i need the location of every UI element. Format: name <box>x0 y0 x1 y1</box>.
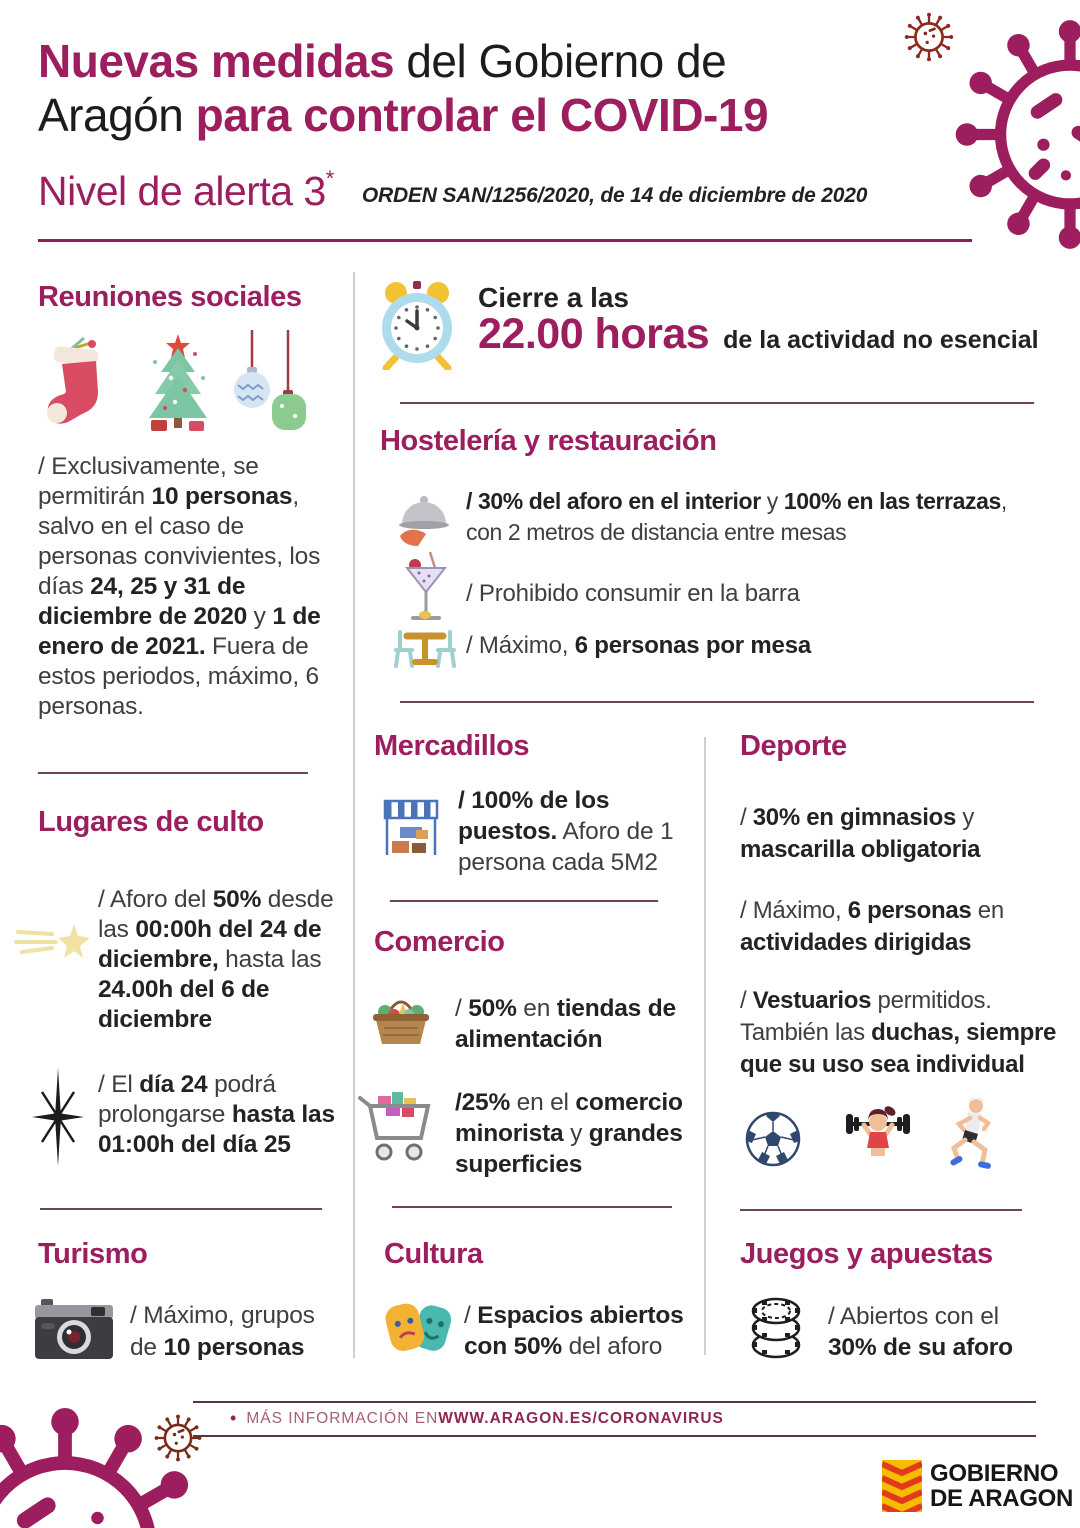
hosteleria-item-2: / Prohibido consumir en la barra <box>466 580 800 607</box>
virus-icon <box>945 12 1080 257</box>
hosteleria-item-3: / Máximo, 6 personas por mesa <box>466 632 811 659</box>
mercadillos-item-1: / 100% de los puestos. Aforo de 1 persona cada 5M2 <box>458 787 674 876</box>
cloche-icon <box>396 490 452 548</box>
divider-deporte <box>740 1209 1022 1211</box>
alert-row <box>38 168 867 215</box>
weightlifter-icon <box>842 1100 914 1174</box>
divider-right-column <box>704 737 706 1355</box>
section-title-reuniones: Reuniones sociales <box>38 281 302 313</box>
alert-level: Nivel de alerta 3* <box>38 166 334 214</box>
divider-reuniones <box>38 772 308 774</box>
juegos-item-1: / Abiertos con el 30% de su aforo <box>828 1303 1013 1361</box>
runner-icon <box>938 1096 998 1174</box>
shopping-cart-icon <box>358 1090 438 1168</box>
camera-icon <box>33 1297 115 1361</box>
comercio-item-1: / 50% en tiendas de alimentación <box>455 995 676 1053</box>
divider-comercio <box>392 1206 672 1208</box>
section-title-turismo: Turismo <box>38 1238 148 1270</box>
order-reference: ORDEN SAN/1256/2020, de 14 de diciembre de 2020 <box>361 184 868 207</box>
footer-url: WWW.ARAGON.ES/CORONAVIRUS <box>438 1409 724 1427</box>
divider-closure <box>400 402 1034 404</box>
alarm-clock-icon <box>372 278 462 370</box>
closure-suffix: de la actividad no esencial <box>723 326 1039 354</box>
deporte-item-2: / Máximo, 6 personas en actividades dirigidas <box>740 897 1004 956</box>
logo-line-2: DE ARAGON <box>930 1485 1074 1512</box>
ornaments-icon <box>232 330 308 432</box>
section-title-juegos: Juegos y apuestas <box>740 1238 993 1270</box>
comercio-item-2: /25% en el comercio minorista y grandes superficies <box>455 1089 683 1178</box>
culto-item-2: / El día 24 podrá prolongarse hasta las 01:00h del día 25 <box>98 1071 335 1158</box>
section-title-hosteleria: Hostelería y restauración <box>380 425 717 457</box>
logo-line-1: GOBIERNO <box>930 1460 1059 1487</box>
divider-hosteleria <box>400 701 1034 703</box>
divider-left-column <box>353 272 355 1358</box>
alert-asterisk: * <box>325 166 334 192</box>
footer-divider-bottom <box>193 1435 1036 1437</box>
table-chairs-icon <box>392 608 458 670</box>
cultura-item-1: / Espacios abiertos con 50% del aforo <box>464 1302 684 1360</box>
title-line-2: Aragón para controlar el COVID-19 <box>38 89 769 141</box>
divider-culto <box>40 1208 322 1210</box>
deporte-item-3: / Vestuarios permitidos. También las duchas, siempre que su uso sea individual <box>740 987 1057 1078</box>
footer-info <box>230 1408 724 1429</box>
footer-info-text: MÁS INFORMACIÓN EN <box>246 1409 439 1427</box>
closure-time: 22.00 horas <box>478 310 710 358</box>
closure-intro: Cierre a las <box>478 282 629 313</box>
logo-text <box>930 1461 1073 1511</box>
section-title-cultura: Cultura <box>384 1238 483 1270</box>
theater-masks-icon <box>382 1296 454 1362</box>
gobierno-aragon-logo <box>882 1460 1073 1512</box>
market-stall-icon <box>382 797 440 859</box>
deporte-item-1: / 30% en gimnasios y mascarilla obligatoria <box>740 804 981 863</box>
closure-line <box>478 310 1039 359</box>
page-title <box>38 34 768 142</box>
sparkle-star-icon <box>30 1068 86 1166</box>
turismo-item-1: / Máximo, grupos de 10 personas <box>130 1302 315 1361</box>
food-basket-icon <box>370 990 432 1048</box>
reuniones-body: / Exclusivamente, se permitirán 10 personas, salvo en el caso de personas convivientes, los días 24, 25 y 31 de diciembre de 2020 y 1 de enero de 2021. Fuera de estos periodos, máximo, 6 personas. <box>38 453 321 720</box>
christmas-tree-icon <box>135 332 221 434</box>
christmas-stocking-icon <box>40 336 112 432</box>
header-divider <box>38 239 972 242</box>
virus-small-icon-footer <box>150 1410 206 1466</box>
section-title-comercio: Comercio <box>374 926 505 958</box>
section-title-mercadillos: Mercadillos <box>374 730 530 762</box>
poker-chips-icon <box>748 1297 804 1359</box>
footer-bullet: • <box>230 1408 237 1428</box>
hosteleria-item-1: / 30% del aforo en el interior y 100% en las terrazas, con 2 metros de distancia entre mesas <box>466 488 1007 545</box>
section-title-deporte: Deporte <box>740 730 847 762</box>
footer-divider-top <box>193 1401 1036 1403</box>
divider-mercadillos <box>390 900 658 902</box>
shooting-star-icon <box>14 916 98 968</box>
culto-item-1: / Aforo del 50% desde las 00:00h del 24 de diciembre, hasta las 24.00h del 6 de diciembre <box>98 886 334 1033</box>
aragon-flag-icon <box>882 1460 922 1512</box>
section-title-culto: Lugares de culto <box>38 806 264 838</box>
title-line-1: Nuevas medidas del Gobierno de <box>38 35 727 87</box>
soccer-ball-icon <box>744 1110 802 1168</box>
